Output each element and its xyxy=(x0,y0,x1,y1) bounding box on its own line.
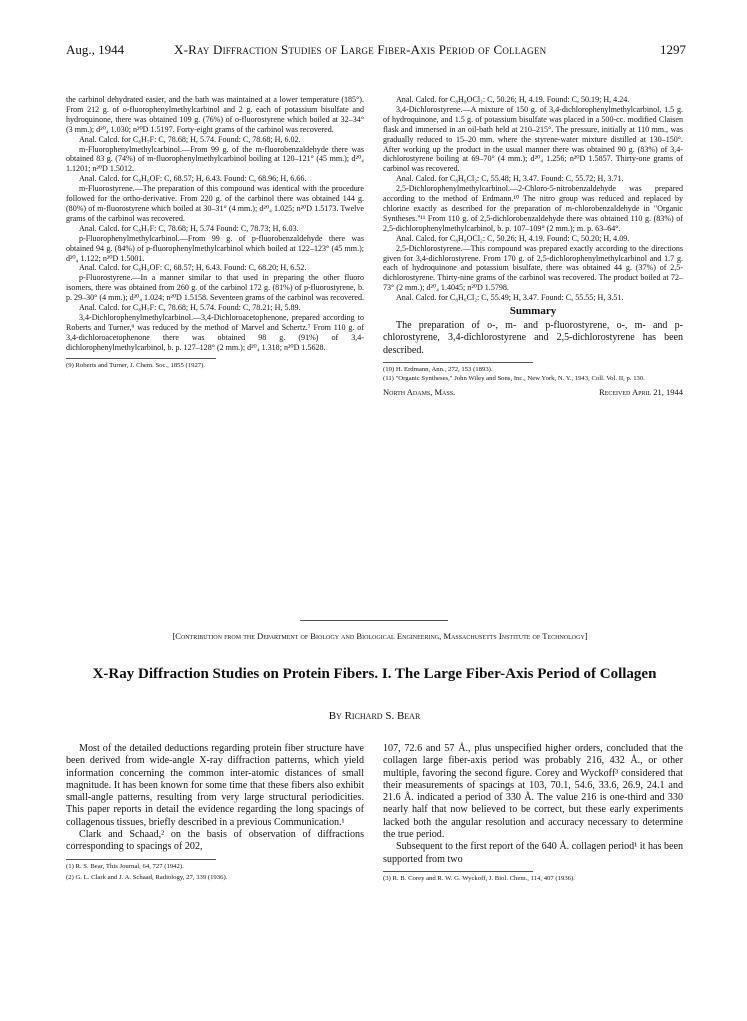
paragraph: Anal. Calcd. for C₈H₈OCl₂: C, 50.26; H, 4.19. Found: C, 50.20; H, 4.09. xyxy=(396,233,630,243)
paragraph: Anal. Calcd. for C₈H₆Cl₂: C, 55.48; H, 3.47. Found: C, 55.72; H, 3.71. xyxy=(396,174,624,184)
paragraph: Anal. Calcd. for C₈H₉OF: C, 68.57; H, 6.43. Found: C, 68.20; H, 6.52. xyxy=(79,263,307,273)
footnote: (3) R. B. Corey and R. W. G. Wyckoff, J. Biol. Chem., 114, 407 (1936). xyxy=(383,874,575,882)
paragraph: the carbinol dehydrated easier, and the bath was maintained at a lower temperature (185°). From 212 g. of o-fluorophenylmethylcarbinol and 2 g. each of potassium bisulfate and hydroquinone, there was obtained 109 g. (76%) of o-fluorostyrene which boiled at 32–34° (3 mm.); d²⁰₄ 1.030; n²⁰D 1.5197. Forty-eight grams of the carbinol was recovered. xyxy=(66,95,364,134)
paragraph: 3,4-Dichlorophenylmethylcarbinol.—3,4-Dichloroacetophenone, prepared according to Roberts and Turner,⁹ was reduced by the method of Marvel and Schertz.⁷ From 110 g. of 3,4-dichloroacetophenone there was obtained 98 g. (91%) of 3,4-dichlorophenylmethylcarbinol, b. p. 127–128° (2 mm.); d²⁰₄ 1.318; n²⁰D 1.5628. xyxy=(66,312,364,352)
paragraph: p-Fluorophenylmethylcarbinol.—From 99 g. of p-fluorobenzaldehyde there was obtained 94 g. (84%) of p-fluorophenylmethylcarbinol which boiled at 122–123° (45 mm.); d²⁰₄ 1.122; n²⁰D 1.5001. xyxy=(66,233,364,263)
paragraph: m-Fluorostyrene.—The preparation of this compound was identical with the procedure followed for the ortho-derivative. From 220 g. of the carbinol there was obtained 144 g. (80%) of m-fluorostyrene which boiled at 30–31° (4 mm.); d²⁰₄ 1.025; n²⁰D 1.5173. Twelve grams of the carbinol was recovered. xyxy=(66,184,364,223)
footnote: (1) R. S. Bear, This Journal, 64, 727 (1942). xyxy=(66,862,184,870)
paragraph: Anal. Calcd. for C₈H₇F: C, 78.68; H, 5.74. Found: C, 78.68; H, 6.02. xyxy=(79,134,301,144)
footnote-rule xyxy=(66,358,216,359)
section-divider xyxy=(300,620,448,621)
footnote: (11) "Organic Syntheses," John Wiley and Sons, Inc., New York, N. Y., 1943, Coll. Vol. II, p. 130. xyxy=(383,374,645,382)
paragraph: Anal. Calcd. for C₈H₇F: C, 78.68; H, 5.74. Found: C, 78.21; H, 5.89. xyxy=(79,303,301,313)
paragraph: Most of the detailed deductions regarding protein fiber structure have been derived from wide-angle X-ray diffraction patterns, which yield information concerning the common inter-atomic distances of small magnitude. It has been known for some time that these fibers also exhibit small-angle patterns, resulting from very large structural periodicities. This paper reports in detail the evidence regarding the long spacings of collagenous tissues, briefly described in a previous Communication.¹ xyxy=(66,743,364,828)
received-date: Received April 21, 1944 xyxy=(598,387,683,398)
article-right-column xyxy=(383,743,683,883)
page-number: 1297 xyxy=(660,42,686,57)
contribution-note: [Contribution from the Department of Biology and Biological Engineering, Massachusetts Institute of Technology] xyxy=(172,631,588,641)
running-header xyxy=(66,42,686,62)
summary-heading: Summary xyxy=(509,305,557,318)
left-column xyxy=(66,95,364,370)
footnote: (2) G. L. Clark and J. A. Schaad, Radiology, 27, 339 (1936). xyxy=(66,873,228,881)
footnote: (9) Roberts and Turner, J. Chem. Soc., 1855 (1927). xyxy=(66,361,206,369)
address: North Adams, Mass. xyxy=(383,387,456,398)
address-line xyxy=(383,388,683,399)
paragraph: 2,5-Dichlorophenylmethylcarbinol.—2-Chloro-5-nitrobenzaldehyde was prepared according to the method of Erdmann.¹⁰ The nitro group was reduced and replaced by chlorine exactly as described for the preparation of m-chlorobenzaldehyde in "Organic Syntheses."¹¹ From 110 g. of 2,5-dichlorobenzaldehyde there was obtained 110 g. (83%) of 2,5-dichlorophenylmethylcarbinol, b. p. 107–109° (2 mm.); m. p. 63–64°. xyxy=(383,184,683,233)
journal-date: Aug., 1944 xyxy=(66,42,125,57)
summary-text: The preparation of o-, m- and p-fluorostyrene, o-, m- and p-chlorostyrene, 3,4-dichlorostyrene and 2,5-dichlorostyrene has been described. xyxy=(383,319,683,356)
paragraph: 107, 72.6 and 57 Å., plus unspecified higher orders, concluded that the collagen large fiber-axis period was probably 216, 432 Å., or other multiple, favoring the second figure. Corey and Wyckoff³ considered that their measurements of spacings at 103, 70.1, 54.6, 33.6, 26.9, 24.1 and 21.6 Å. indicated a period of 330 Å. The value 216 is one-third and 330 nearly half that now believed to be correct, but these early experiments lacked both the angular resolution and accuracy necessary to determine the true period. xyxy=(383,743,683,841)
right-column xyxy=(383,95,683,399)
footnote-rule xyxy=(383,362,533,363)
paragraph: 3,4-Dichlorostyrene.—A mixture of 150 g. of 3,4-dichlorophenylmethylcarbinol, 1.5 g. of hydroquinone, and 1.5 g. of potassium bisulfate was placed in a 500-cc. modified Claisen flask and immersed in an oil-bath held at 210–215°. The pressure, initially at 110 mm., was gradually reduced to 15–20 mm. where the styrene-water mixture distilled at 130–150°. After working up the product in the usual manner there was obtained 90 g. (83%) of 3,4-dichlorostyrene boiling at 69–70° (4 mm.); d²⁰₄ 1.256; n²⁰D 1.5857. Thirty-one grams of carbinol was recovered. xyxy=(383,104,683,174)
paragraph: Anal. Calcd. for C₈H₆Cl₂: C, 55.49; H, 3.47. Found: C, 55.55; H, 3.51. xyxy=(396,293,624,303)
footnote-rule xyxy=(383,871,533,872)
paragraph: Subsequent to the first report of the 640 Å. collagen period¹ it has been supported from two xyxy=(383,841,683,865)
article-left-column xyxy=(66,743,364,882)
paragraph: Anal. Calcd. for C₈H₈OCl₂: C, 50.26; H, 4.19. Found: C, 50.19; H, 4.24. xyxy=(396,95,630,104)
author-byline: By Richard S. Bear xyxy=(328,710,421,722)
footnote-rule xyxy=(66,859,216,860)
article-title: X-Ray Diffraction Studies on Protein Fibers. I. The Large Fiber-Axis Period of Collagen xyxy=(92,666,657,682)
running-title: X-Ray Diffraction Studies of Large Fiber-Axis Period of Collagen xyxy=(174,42,547,57)
footnote: (10) H. Erdmann, Ann., 272, 153 (1893). xyxy=(383,366,493,374)
paragraph: m-Fluorophenylmethylcarbinol.—From 99 g. of the m-fluorobenzaldehyde there was obtained 83 g. (74%) of m-fluorophenylmethylcarbinol boiling at 120–121° (45 mm.); d²⁰₄ 1.1201; n²⁰D 1.5012. xyxy=(66,144,364,174)
paragraph: p-Fluorostyrene.—In a manner similar to that used in preparing the other fluoro isomers, there was obtained from 260 g. of the carbinol 172 g. (81%) of p-fluorostyrene, b. p. 29–30° (4 mm.); d²⁰₄ 1.024; n²⁰D 1.5158. Seventeen grams of the carbinol was recovered. xyxy=(66,273,364,303)
paragraph: Anal. Calcd. for C₈H₉OF: C, 68.57; H, 6.43. Found: C, 68.96; H, 6.66. xyxy=(79,174,307,184)
paragraph: Clark and Schaad,² on the basis of observation of diffractions corresponding to spacings of 202, xyxy=(66,829,364,853)
paragraph: Anal. Calcd. for C₈H₇F: C, 78.68; H, 5.74 Found: C, 78.73; H, 6.03. xyxy=(79,223,299,233)
paragraph: 2,5-Dichlorostyrene.—This compound was prepared exactly according to the directions given for 3,4-dichlorostyrene. From 170 g. of 2,5-dichlorophenylmethylcarbinol and 1.7 g. each of hydroquinone and potassium bisulfate, there was obtained 44 g. (37%) of 2,5-dichlorostyrene. Thirty-nine grams of the carbinol was recovered. The product boiled at 72–73° (2 mm.); d²⁰₄ 1.4045; n²⁰D 1.5798. xyxy=(383,243,683,293)
